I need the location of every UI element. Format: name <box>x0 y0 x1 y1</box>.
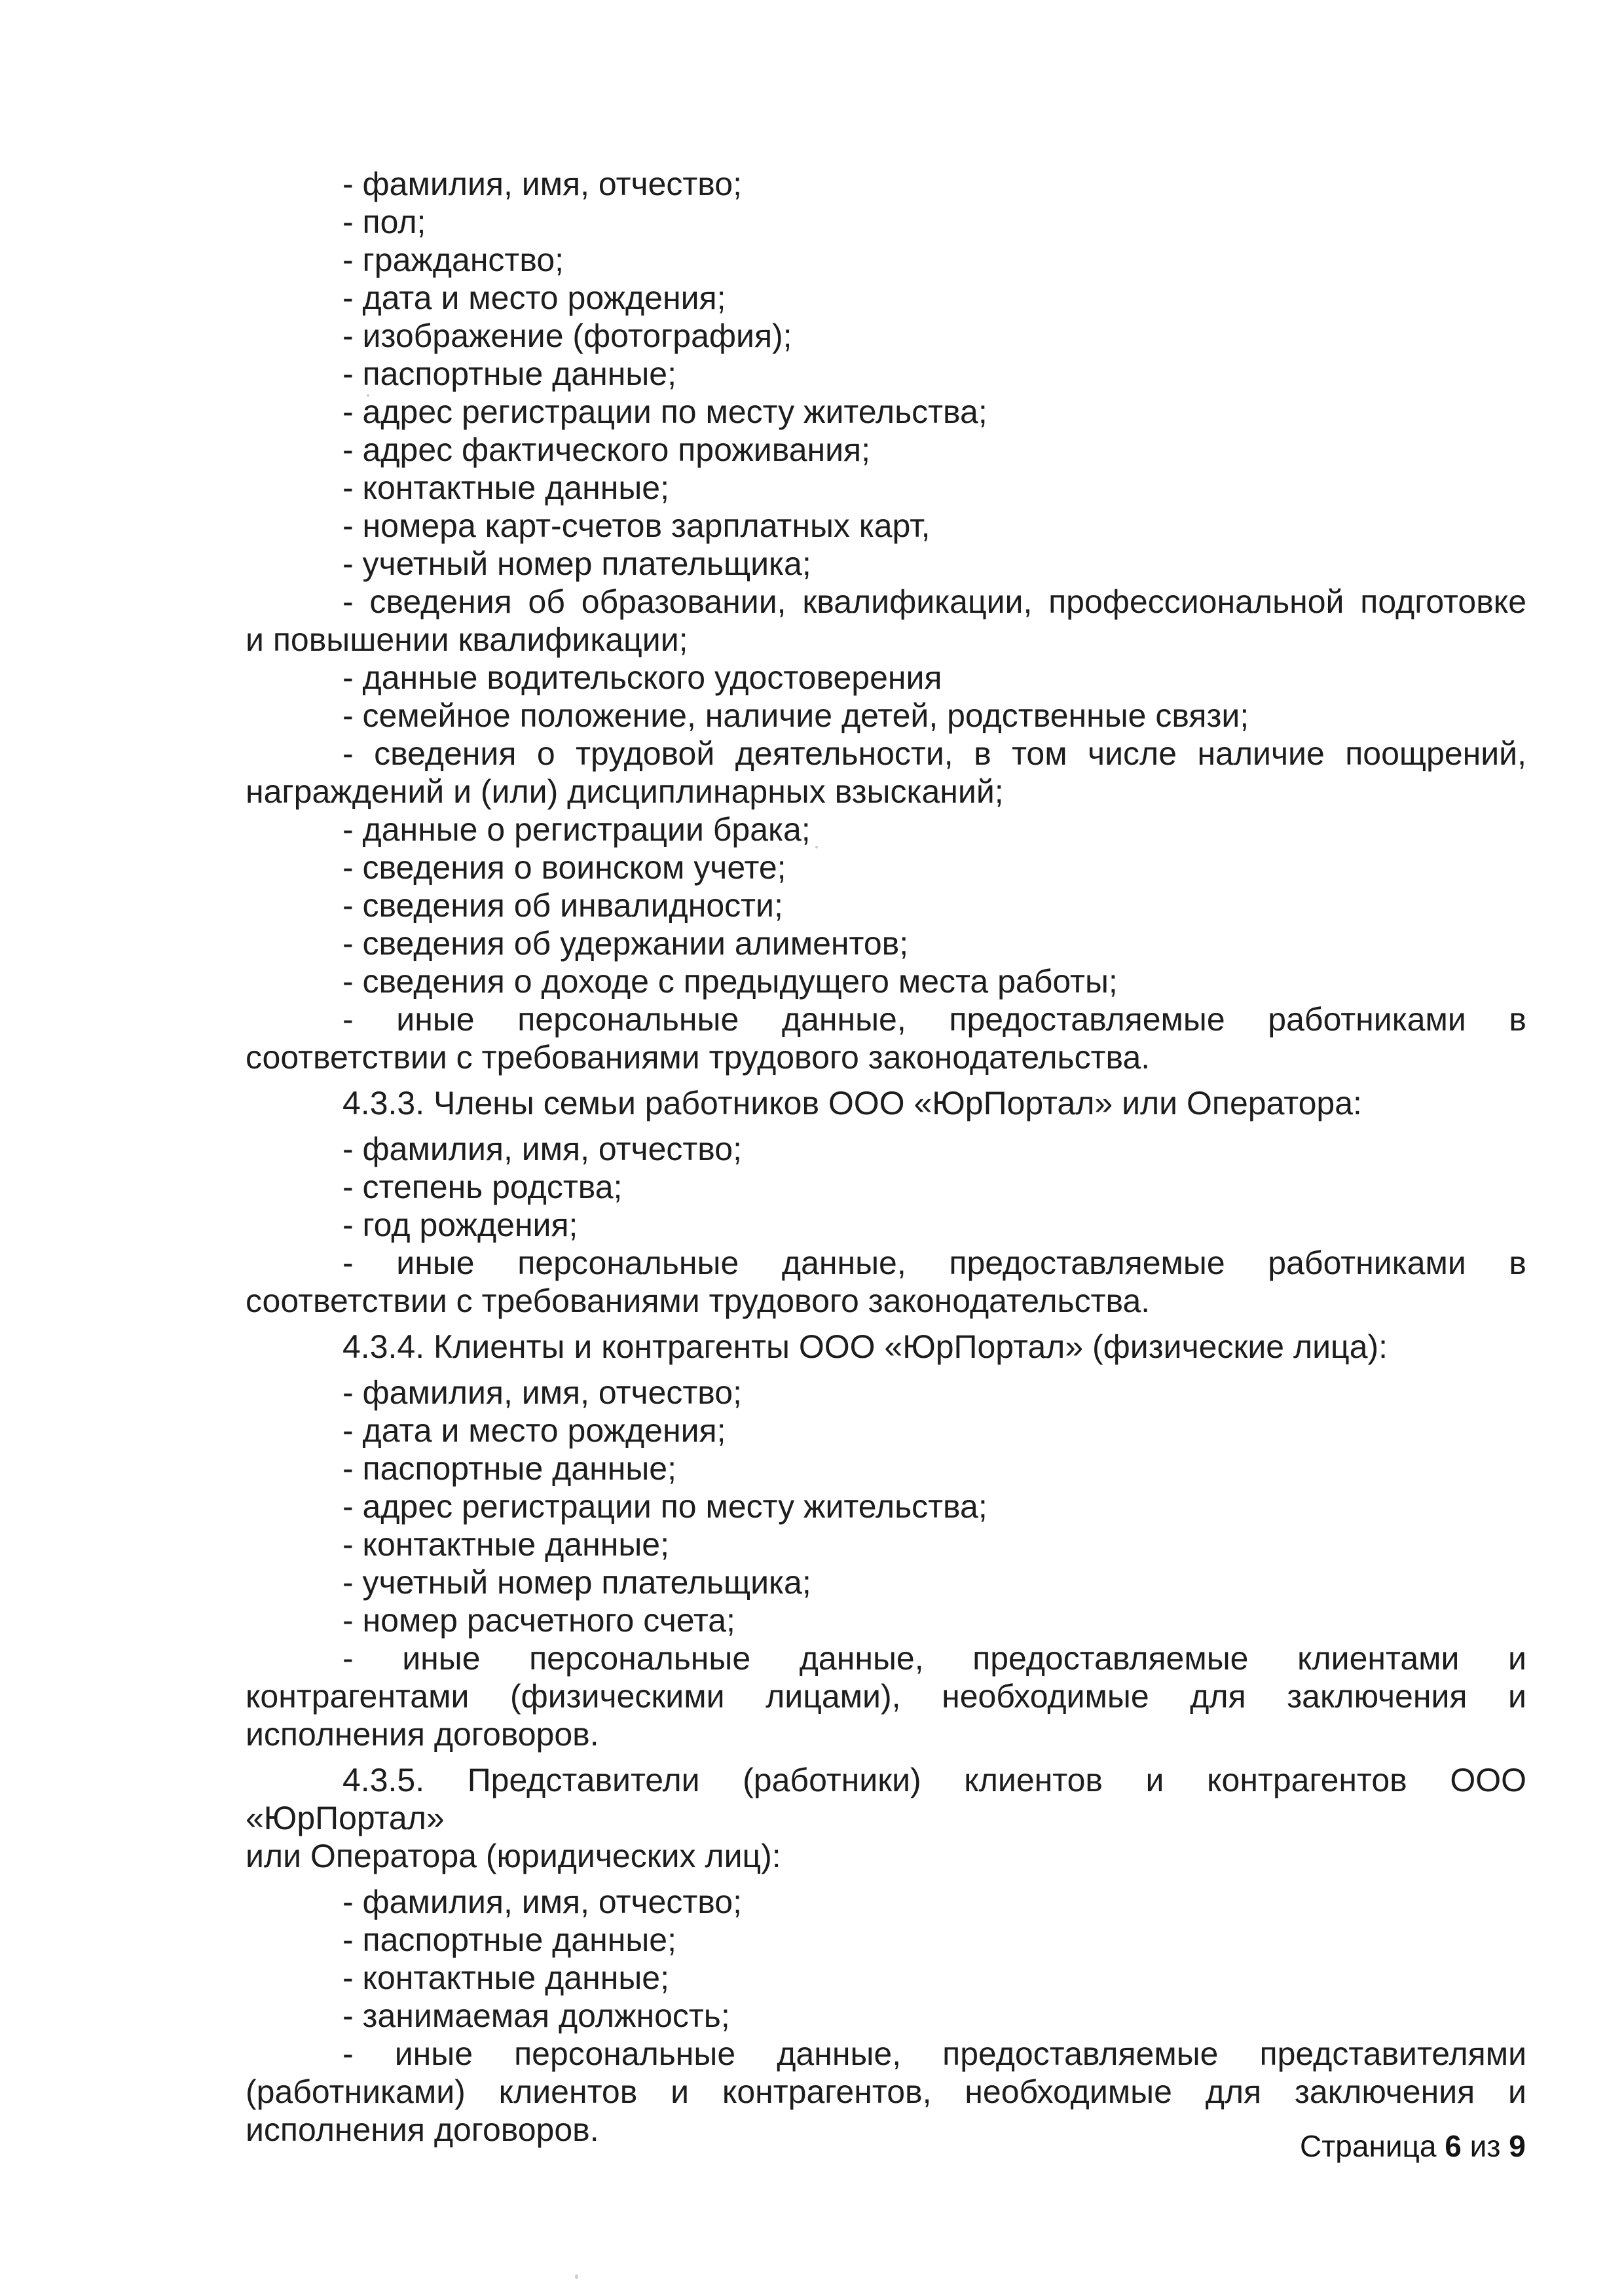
list-item: - занимаемая должность; <box>342 1997 730 2034</box>
list-item: - сведения об инвалидности; <box>342 887 783 924</box>
list-item: - контактные данные; <box>342 1959 669 1996</box>
paragraph-line: исполнения договоров. <box>246 1716 599 1753</box>
list-item: - фамилия, имя, отчество; <box>342 1131 742 1167</box>
page-number-current: 6 <box>1445 2129 1462 2163</box>
paragraph <box>246 583 1526 659</box>
list-item: - адрес регистрации по месту жительства; <box>342 1488 987 1525</box>
page-number-total: 9 <box>1509 2129 1526 2163</box>
paragraph <box>246 1000 1526 1076</box>
paragraph-line: - сведения о трудовой деятельности, в том числе наличие поощрений, <box>342 735 1526 772</box>
list-item: - гражданство; <box>342 242 564 278</box>
paragraph-line: соответствии с требованиями трудового законодательства. <box>246 1283 1151 1319</box>
list-item: - контактные данные; <box>342 469 669 506</box>
paragraph-line: и повышении квалификации; <box>246 621 688 658</box>
page-footer-of: из <box>1469 2129 1501 2163</box>
list-item: - дата и место рождения; <box>342 280 726 316</box>
list-item: - степень родства; <box>342 1169 623 1205</box>
list-item: - контактные данные; <box>342 1526 669 1563</box>
list-item: - пол; <box>342 204 426 240</box>
document-content <box>246 165 1526 2149</box>
page-footer <box>1300 2129 1526 2163</box>
list-item: - адрес фактического проживания; <box>342 431 871 468</box>
page-footer-label: Страница <box>1300 2129 1437 2163</box>
list-item: - паспортные данные; <box>342 1450 677 1487</box>
paragraph-line: - иные персональные данные, предоставляемые работниками в <box>342 1001 1526 1038</box>
heading-line: или Оператора (юридических лиц): <box>246 1838 781 1874</box>
paragraph-line: - иные персональные данные, предоставляемые работниками в <box>342 1245 1526 1281</box>
list-item: - фамилия, имя, отчество; <box>342 1884 742 1920</box>
paragraph-line: - сведения об образовании, квалификации, профессиональной подготовке <box>342 583 1526 620</box>
list-item: - год рождения; <box>342 1207 578 1243</box>
list-item: - учетный номер плательщика; <box>342 545 811 582</box>
list-item: - паспортные данные; <box>342 1922 677 1958</box>
list-item: - фамилия, имя, отчество; <box>342 1374 742 1411</box>
scan-speck <box>575 2274 578 2279</box>
paragraph <box>246 735 1526 811</box>
list-item: - дата и место рождения; <box>342 1412 726 1449</box>
list-item: - семейное положение, наличие детей, родственные связи; <box>342 697 1249 734</box>
section-heading-4-3-4: 4.3.4. Клиенты и контрагенты ООО «ЮрПортал» (физические лица): <box>342 1328 1388 1365</box>
list-item: - номер расчетного счета; <box>342 1602 735 1639</box>
list-item: - сведения о воинском учете; <box>342 849 786 886</box>
heading-line: 4.3.5. Представители (работники) клиентов и контрагентов ООО «ЮрПортал» <box>246 1762 1526 1836</box>
scan-speck <box>815 846 818 848</box>
section-heading-4-3-5 <box>246 1761 1526 1875</box>
list-item: - номера карт-счетов зарплатных карт, <box>342 507 931 544</box>
paragraph-line: - иные персональные данные, предоставляемые клиентами и <box>342 1640 1526 1677</box>
paragraph-line: контрагентами (физическими лицами), необходимые для заключения и <box>246 1678 1526 1715</box>
list-item: - сведения о доходе с предыдущего места работы; <box>342 963 1118 1000</box>
list-item: - изображение (фотография); <box>342 318 792 354</box>
list-item: - учетный номер плательщика; <box>342 1564 811 1601</box>
list-item: - адрес регистрации по месту жительства; <box>342 393 987 430</box>
paragraph-line: соответствии с требованиями трудового законодательства. <box>246 1039 1151 1076</box>
list-item: - фамилия, имя, отчество; <box>342 166 742 202</box>
scan-speck <box>367 394 369 397</box>
list-item: - данные о регистрации брака; <box>342 811 811 848</box>
paragraph <box>246 1639 1526 1753</box>
list-item: - данные водительского удостоверения <box>342 659 942 696</box>
paragraph-line: - иные персональные данные, предоставляемые представителями <box>342 2035 1526 2072</box>
list-item: - сведения об удержании алиментов; <box>342 925 909 962</box>
paragraph <box>246 1244 1526 1320</box>
paragraph-line: (работниками) клиентов и контрагентов, необходимые для заключения и <box>246 2073 1526 2110</box>
list-item: - паспортные данные; <box>342 355 677 392</box>
paragraph-line: награждений и (или) дисциплинарных взысканий; <box>246 773 1004 810</box>
paragraph-line: исполнения договоров. <box>246 2111 599 2148</box>
section-heading-4-3-3: 4.3.3. Члены семьи работников ООО «ЮрПортал» или Оператора: <box>342 1085 1362 1121</box>
